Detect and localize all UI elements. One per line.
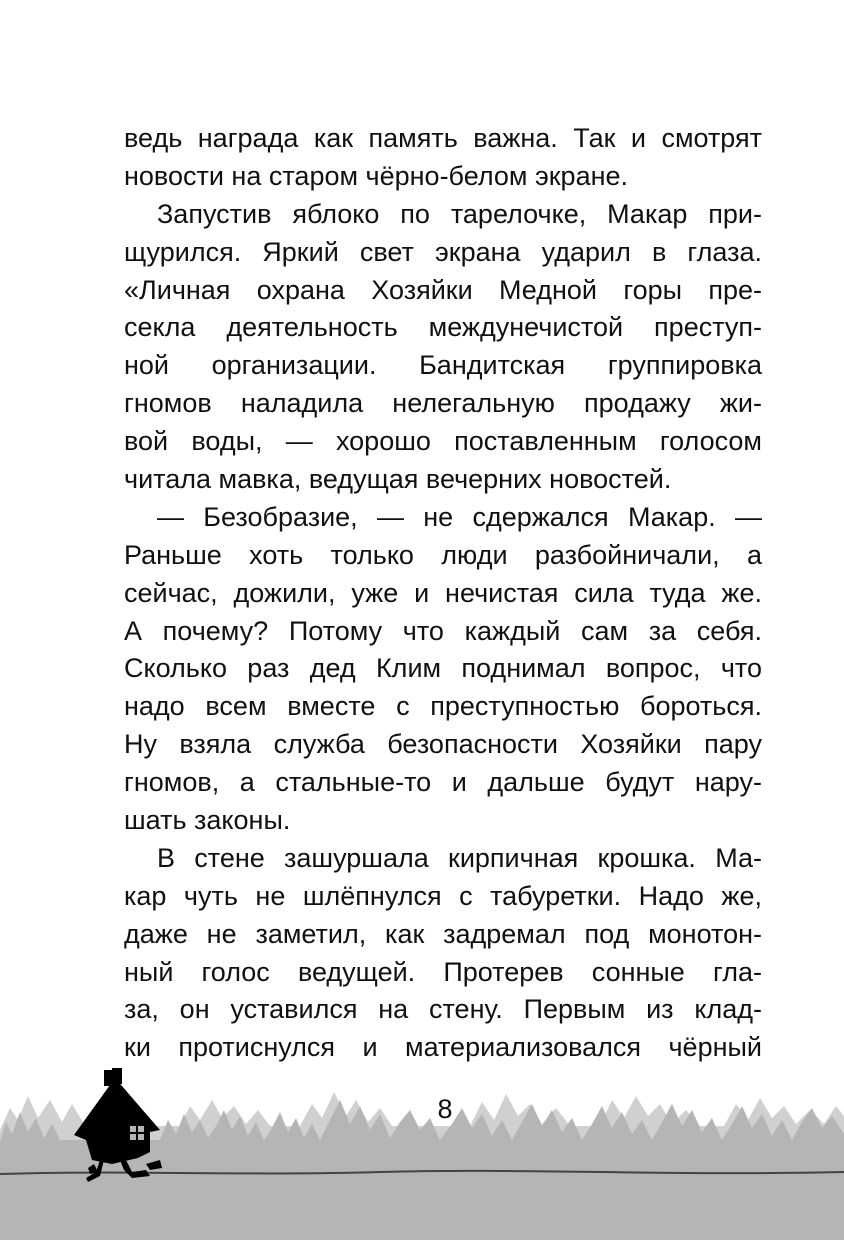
text-line: ведь награда как память важна. Так и смотрят — [124, 123, 762, 153]
text-line: гномов, а стальные-то и дальше будут нару- — [124, 767, 762, 798]
text-line: ной организации. Бандитская группировка — [124, 350, 762, 381]
text-line: ный голос ведущей. Протерев сонные гла- — [124, 956, 762, 987]
text-line: шать законы. — [124, 805, 291, 836]
text-line: В стене зашуршала кирпичная крошка. Ма- — [157, 842, 762, 873]
text-line: даже не заметил, как задремал под монотон- — [124, 918, 762, 949]
text-line: сейчас, дожили, уже и нечистая сила туда же. — [124, 577, 762, 608]
text-line: «Личная охрана Хозяйки Медной горы пре- — [124, 274, 762, 305]
body-text — [124, 120, 762, 1067]
text-line: кар чуть не шлёпнулся с табуретки. Надо же, — [124, 880, 762, 911]
forest-svg — [0, 1060, 844, 1240]
text-line: А почему? Потому что каждый сам за себя. — [124, 615, 762, 646]
text-line: Запустив яблоко по тарелочке, Макар при- — [157, 198, 762, 229]
text-line: щурился. Яркий свет экрана ударил в глаза. — [124, 236, 762, 267]
text-line: за, он уставился на стену. Первым из клад- — [124, 994, 762, 1025]
text-line: читала мавка, ведущая вечерних новостей. — [124, 464, 672, 495]
text-line: новости на старом чёрно-белом экране. — [124, 160, 629, 191]
text-line: ки протиснулся и материализовался чёрный — [124, 1032, 762, 1063]
text-line: Ну взяла служба безопасности Хозяйки пару — [124, 729, 762, 760]
page-number: 8 — [437, 1094, 453, 1124]
text-line: надо всем вместе с преступностью бороться. — [124, 691, 762, 722]
forest-footer-illustration — [0, 1060, 844, 1240]
text-line: Раньше хоть только люди разбойничали, а — [124, 539, 762, 570]
text-line: — Безобразие, — не сдержался Макар. — — [157, 501, 762, 532]
text-line: секла деятельность междунечистой преступ- — [124, 312, 762, 343]
text-line: гномов наладила нелегальную продажу жи- — [124, 388, 762, 419]
text-line: вой воды, — хорошо поставленным голосом — [124, 426, 762, 457]
text-line: Сколько раз дед Клим поднимал вопрос, что — [124, 653, 762, 684]
